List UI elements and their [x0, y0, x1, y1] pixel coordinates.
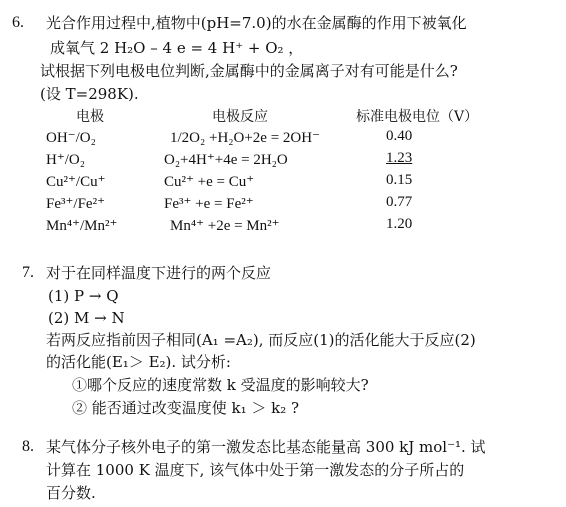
table-header-electrode: 电极 — [76, 109, 104, 125]
table-cell-electrode: Mn⁴⁺/Mn²⁺ — [46, 218, 118, 234]
table-cell-potential: 1.20 — [386, 216, 413, 232]
question-6-line-2: 成氧气 2 H₂O – 4 e = 4 H⁺ + O₂ ， — [50, 39, 304, 57]
question-8-line-3: 百分数. — [46, 484, 96, 502]
question-8-line-2: 计算在 1000 K 温度下, 该气体中处于第一激发态的分子所占的 — [46, 461, 465, 479]
table-header-potential: 标准电极电位（V） — [356, 109, 479, 125]
table-cell-potential: 0.40 — [386, 128, 413, 144]
question-6-line-1: 光合作用过程中,植物中(pH=7.0)的水在金属酶的作用下被氧化 — [46, 14, 467, 32]
table-cell-electrode: Cu²⁺/Cu⁺ — [46, 174, 106, 190]
table-header-reaction: 电极反应 — [212, 109, 268, 125]
question-7-item-2: (2) M → N — [48, 309, 125, 327]
question-6-line-4: (设 T=298K). — [40, 85, 139, 103]
question-8-line-1: 某气体分子核外电子的第一激发态比基态能量高 300 kJ mol⁻¹. 试 — [46, 438, 486, 456]
table-cell-potential: 1.23 — [386, 150, 413, 166]
question-7-item-1: (1) P → Q — [48, 287, 119, 305]
question-7-sub-2: ② 能否通过改变温度使 k₁ ＞ k₂ ? — [72, 399, 300, 417]
question-7-line-2: 若两反应指前因子相同(A₁ =A₂), 而反应(1)的活化能大于反应(2) — [46, 331, 476, 349]
table-cell-reaction: 1/2O₂ +H₂O+2e = 2OH⁻ — [170, 130, 320, 146]
question-7-number: 7. — [22, 264, 34, 281]
question-7-line-1: 对于在同样温度下进行的两个反应 — [46, 264, 272, 282]
question-6-line-3: 试根据下列电极电位判断,金属酶中的金属离子对有可能是什么? — [40, 62, 458, 80]
table-cell-potential: 0.77 — [386, 194, 413, 210]
table-cell-reaction: Mn⁴⁺ +2e = Mn²⁺ — [170, 218, 280, 234]
question-6-number: 6. — [12, 14, 24, 31]
table-cell-electrode: Fe³⁺/Fe²⁺ — [46, 196, 105, 212]
table-cell-potential: 0.15 — [386, 172, 413, 188]
question-7-line-3: 的活化能(E₁＞ E₂). 试分析: — [46, 353, 231, 371]
table-cell-electrode: H⁺/O₂ — [46, 152, 85, 168]
table-cell-reaction: Cu²⁺ +e = Cu⁺ — [164, 174, 255, 190]
table-cell-reaction: O₂+4H⁺+4e = 2H₂O — [164, 152, 288, 168]
table-cell-reaction: Fe³⁺ +e = Fe²⁺ — [164, 196, 254, 212]
question-8-number: 8. — [22, 438, 34, 455]
table-cell-electrode: OH⁻/O₂ — [46, 130, 96, 146]
question-7-sub-1: ①哪个反应的速度常数 k 受温度的影响较大? — [72, 376, 369, 394]
